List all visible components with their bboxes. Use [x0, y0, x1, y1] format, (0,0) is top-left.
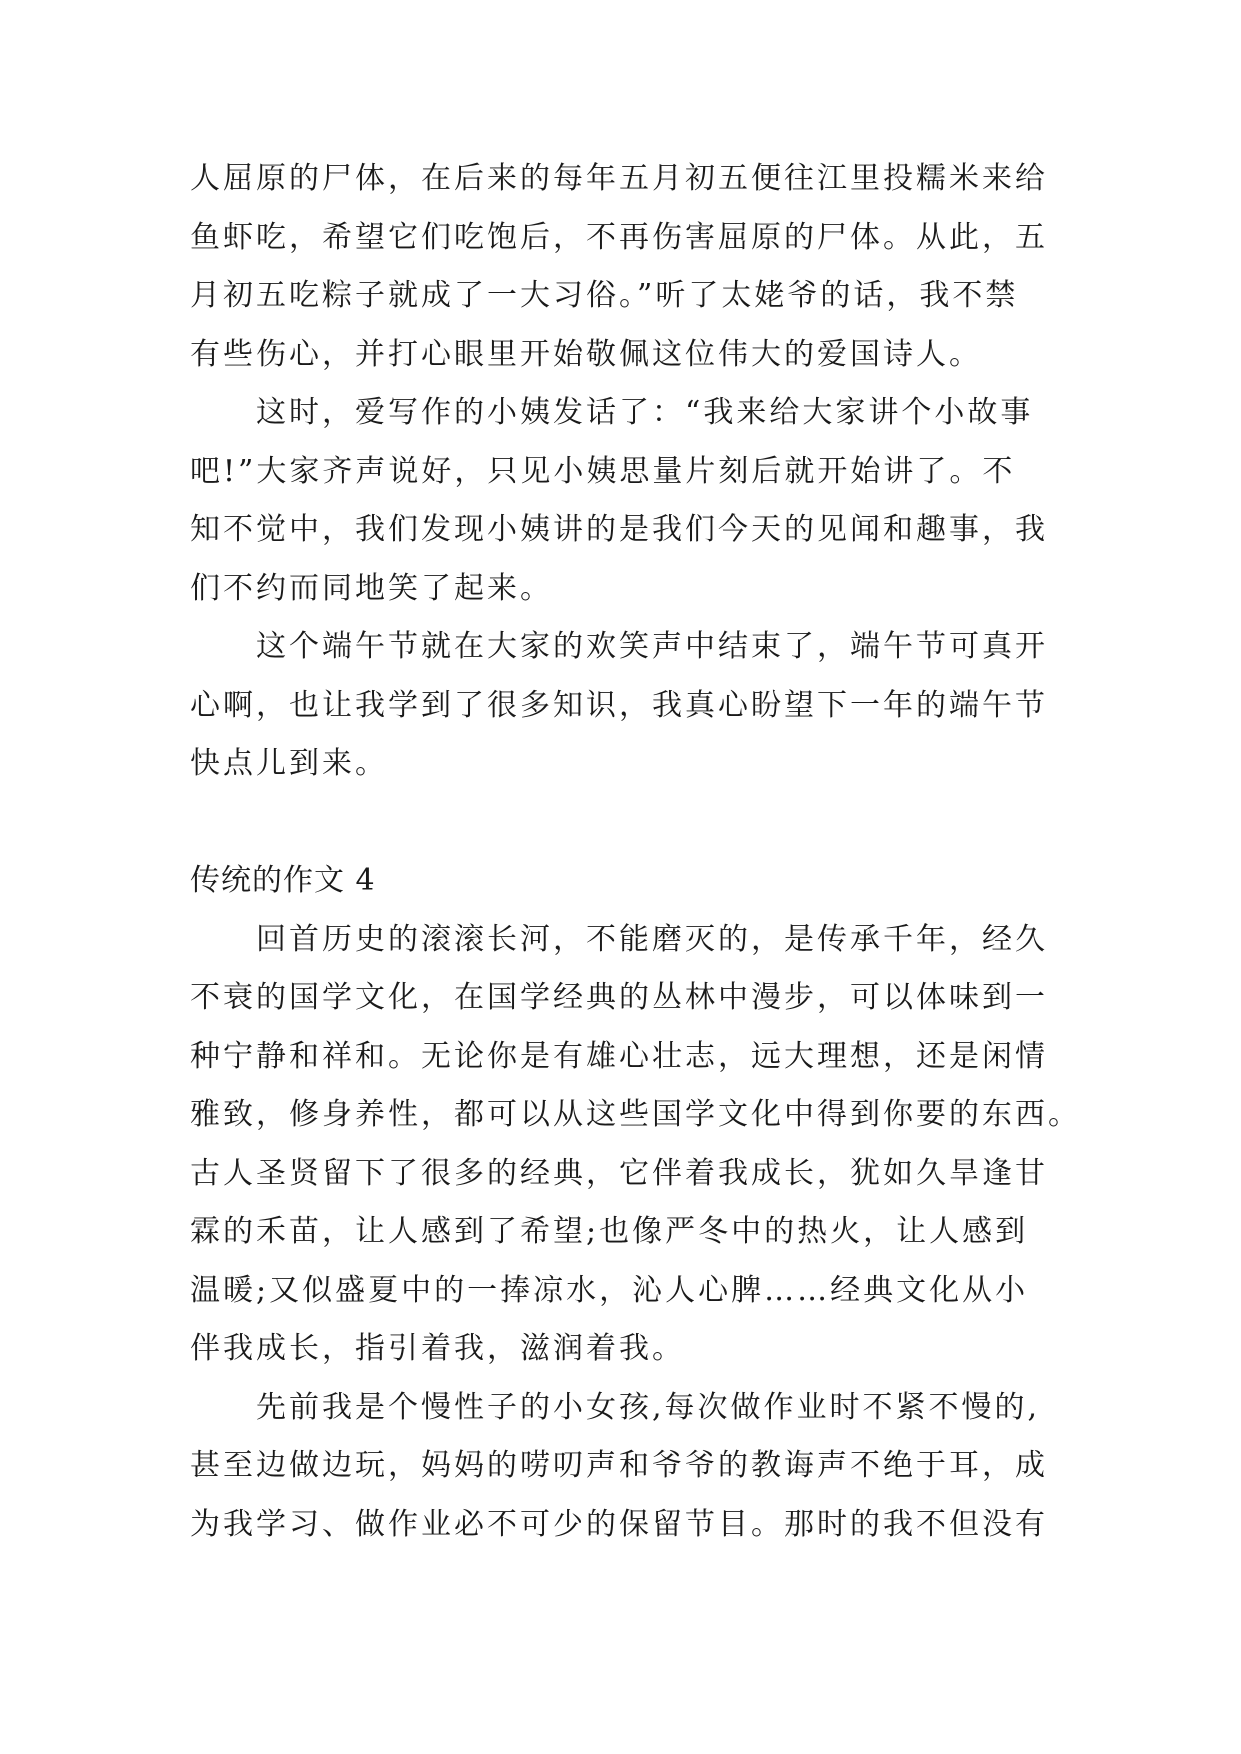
text-line: 心啊，也让我学到了很多知识，我真心盼望下一年的端午节	[190, 687, 1048, 723]
text-line: 月初五吃粽子就成了一大习俗。”听了太姥爷的话，我不禁	[190, 278, 1019, 313]
text-line: 先前我是个慢性子的小女孩,每次做作业时不紧不慢的,	[256, 1389, 1041, 1425]
story-paragraph-3	[190, 618, 1050, 794]
text-line: 这时，爱写作的小姨发话了：“我来给大家讲个小故事	[256, 395, 1034, 430]
text-line: 快点儿到来。	[190, 746, 388, 781]
text-line: 吧!”大家齐声说好，只见小姨思量片刻后就开始讲了。不	[190, 453, 1016, 489]
text-line: 霖的禾苗，让人感到了希望;也像严冬中的热火，让人感到	[190, 1214, 1029, 1249]
section-title: 传统的作文 4	[190, 863, 376, 898]
document-page	[190, 150, 1081, 1554]
story-paragraph-2	[190, 384, 1050, 618]
text-line: 古人圣贤留下了很多的经典，它伴着我成长，犹如久旱逢甘	[190, 1155, 1048, 1191]
text-line: 鱼虾吃，希望它们吃饱后，不再伤害屈原的尸体。从此，五	[190, 219, 1048, 255]
text-line: 温暖;又似盛夏中的一捧凉水，沁人心脾……经典文化从小	[190, 1272, 1029, 1308]
text-line: 伴我成长，指引着我，滋润着我。	[190, 1331, 685, 1366]
text-line: 有些伤心，并打心眼里开始敬佩这位伟大的爱国诗人。	[190, 336, 982, 372]
essay-heading	[190, 852, 1050, 911]
text-line: 不衰的国学文化，在国学经典的丛林中漫步，可以体味到一	[190, 980, 1048, 1015]
text-line: 甚至边做边玩，妈妈的唠叨声和爷爷的教诲声不绝于耳，成	[190, 1448, 1048, 1483]
essay-paragraph-1	[190, 911, 1081, 1379]
text-line: 人屈原的尸体，在后来的每年五月初五便往江里投糯米来给	[190, 161, 1048, 196]
essay-paragraph-2	[190, 1379, 1050, 1555]
text-line: 为我学习、做作业必不可少的保留节目。那时的我不但没有	[190, 1506, 1048, 1542]
section-spacer	[190, 794, 1050, 853]
text-line: 这个端午节就在大家的欢笑声中结束了，端午节可真开	[256, 629, 1048, 664]
text-line: 回首历史的滚滚长河，不能磨灭的，是传承千年，经久	[256, 921, 1048, 957]
story-paragraph-1	[190, 150, 1050, 384]
text-line: 雅致，修身养性，都可以从这些国学文化中得到你要的东西。	[190, 1097, 1081, 1132]
text-line: 知不觉中，我们发现小姨讲的是我们今天的见闻和趣事，我	[190, 512, 1048, 547]
text-line: 们不约而同地笑了起来。	[190, 570, 553, 606]
text-line: 种宁静和祥和。无论你是有雄心壮志，远大理想，还是闲情	[190, 1038, 1048, 1074]
